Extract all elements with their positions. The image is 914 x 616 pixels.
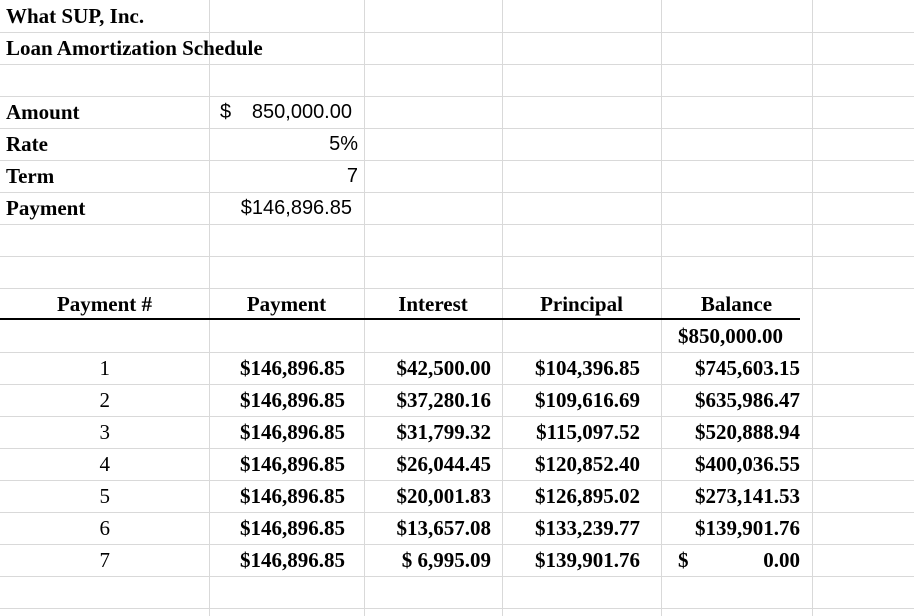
row-interest: $26,044.45 <box>396 452 491 476</box>
row-interest: $37,280.16 <box>396 388 491 412</box>
row-principal: $115,097.52 <box>536 420 640 444</box>
rate-value[interactable]: 5% <box>329 133 358 155</box>
row-principal: $104,396.85 <box>535 356 640 380</box>
amount-label: Amount <box>6 100 80 124</box>
row-payment: $146,896.85 <box>240 356 345 380</box>
row-principal: $133,239.77 <box>535 516 640 540</box>
opening-balance: $850,000.00 <box>678 324 783 348</box>
header-balance: Balance <box>700 292 773 316</box>
row-interest: $13,657.08 <box>396 516 491 540</box>
amount-value[interactable]: 850,000.00 <box>251 101 352 123</box>
row-balance: $635,986.47 <box>695 388 800 412</box>
row-number: 5 <box>99 484 110 508</box>
amount-currency: $ <box>220 101 232 123</box>
row-balance: $400,036.55 <box>695 452 800 476</box>
row-number: 4 <box>99 452 110 476</box>
company-name: What SUP, Inc. <box>6 4 145 28</box>
row-interest: $42,500.00 <box>396 356 491 380</box>
term-value[interactable]: 7 <box>346 165 358 187</box>
row-interest: $20,001.83 <box>396 484 491 508</box>
row-principal: $139,901.76 <box>535 548 640 572</box>
row-number: 1 <box>99 356 110 380</box>
row-balance: 0.00 <box>763 548 800 572</box>
header-interest: Interest <box>398 292 468 316</box>
row-balance: $520,888.94 <box>695 420 800 444</box>
row-balance: $745,603.15 <box>695 356 800 380</box>
payment-value[interactable]: $146,896.85 <box>240 197 352 219</box>
term-label: Term <box>6 164 55 188</box>
row-principal: $109,616.69 <box>535 388 640 412</box>
row-number: 2 <box>99 388 110 412</box>
row-number: 6 <box>99 516 110 540</box>
payment-label: Payment <box>6 196 86 220</box>
row-payment: $146,896.85 <box>240 548 345 572</box>
row-payment: $146,896.85 <box>240 388 345 412</box>
row-interest: $ 6,995.09 <box>401 548 491 572</box>
row-principal: $120,852.40 <box>535 452 640 476</box>
header-payment-number: Payment # <box>56 292 153 316</box>
row-payment: $146,896.85 <box>240 516 345 540</box>
row-balance-currency: $ <box>678 548 689 572</box>
row-interest: $31,799.32 <box>396 420 491 444</box>
header-payment: Payment <box>246 292 327 316</box>
rate-label: Rate <box>6 132 48 156</box>
row-payment: $146,896.85 <box>240 452 345 476</box>
row-number: 7 <box>99 548 110 572</box>
sheet-title: Loan Amortization Schedule <box>6 36 263 60</box>
row-payment: $146,896.85 <box>240 484 345 508</box>
row-payment: $146,896.85 <box>240 420 345 444</box>
row-balance: $273,141.53 <box>695 484 800 508</box>
header-principal: Principal <box>540 292 623 316</box>
row-number: 3 <box>99 420 110 444</box>
row-principal: $126,895.02 <box>535 484 640 508</box>
row-balance: $139,901.76 <box>695 516 800 540</box>
